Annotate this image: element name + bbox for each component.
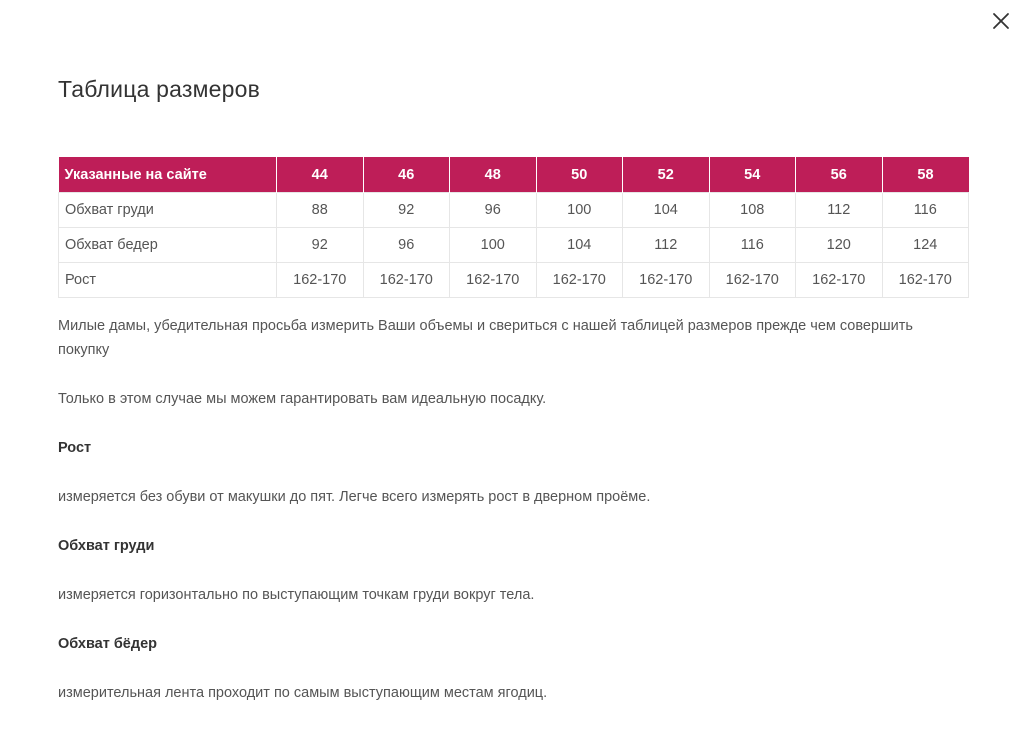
table-cell: 116 [709,228,796,263]
table-cell: 96 [450,193,537,228]
section-heading-height: Рост [58,440,92,456]
table-cell: 162-170 [450,263,537,298]
close-button[interactable] [991,11,1011,31]
size-header-cell: 50 [536,157,623,193]
table-cell: 162-170 [363,263,450,298]
table-cell: 88 [277,193,364,228]
modal-title: Таблица размеров [58,76,261,102]
table-row [59,228,969,263]
row-label-hips: Обхват бедер [59,228,277,263]
table-cell: 104 [623,193,710,228]
table-cell: 100 [536,193,623,228]
table-cell: 92 [363,193,450,228]
size-header-cell: 56 [796,157,883,193]
size-header-cell: 44 [277,157,364,193]
table-cell: 116 [882,193,969,228]
guarantee-text: Только в этом случае мы можем гарантировать вам идеальную посадку. [58,391,547,407]
section-text-height: измеряется без обуви от макушки до пят. Легче всего измерять рост в дверном проёме. [58,489,651,505]
close-icon [991,11,1011,31]
table-cell: 96 [363,228,450,263]
table-cell: 162-170 [277,263,364,298]
table-row [59,263,969,298]
table-cell: 120 [796,228,883,263]
size-table-header-label: Указанные на сайте [59,157,277,193]
table-cell: 162-170 [536,263,623,298]
size-header-cell: 48 [450,157,537,193]
table-cell: 112 [796,193,883,228]
size-table [58,157,969,298]
section-text-bust: измеряется горизонтально по выступающим точкам груди вокруг тела. [58,587,535,603]
row-label-bust: Обхват груди [59,193,277,228]
table-cell: 112 [623,228,710,263]
size-header-cell: 46 [363,157,450,193]
section-text-hips: измерительная лента проходит по самым выступающим местам ягодиц. [58,685,548,701]
table-row [59,193,969,228]
size-header-cell: 54 [709,157,796,193]
table-cell: 108 [709,193,796,228]
table-cell: 92 [277,228,364,263]
size-table-header-row [59,157,969,193]
section-heading-bust: Обхват груди [58,538,155,554]
size-header-cell: 58 [882,157,969,193]
row-label-height: Рост [59,263,277,298]
size-header-cell: 52 [623,157,710,193]
table-cell: 104 [536,228,623,263]
intro-text: Милые дамы, убедительная просьба измерить Ваши объемы и свериться с нашей таблицей размеров прежде чем совершить покупку [58,318,913,358]
section-heading-hips: Обхват бёдер [58,636,158,652]
table-cell: 162-170 [623,263,710,298]
size-guide-content [58,314,938,730]
table-cell: 162-170 [882,263,969,298]
table-cell: 162-170 [796,263,883,298]
table-cell: 100 [450,228,537,263]
table-cell: 162-170 [709,263,796,298]
table-cell: 124 [882,228,969,263]
